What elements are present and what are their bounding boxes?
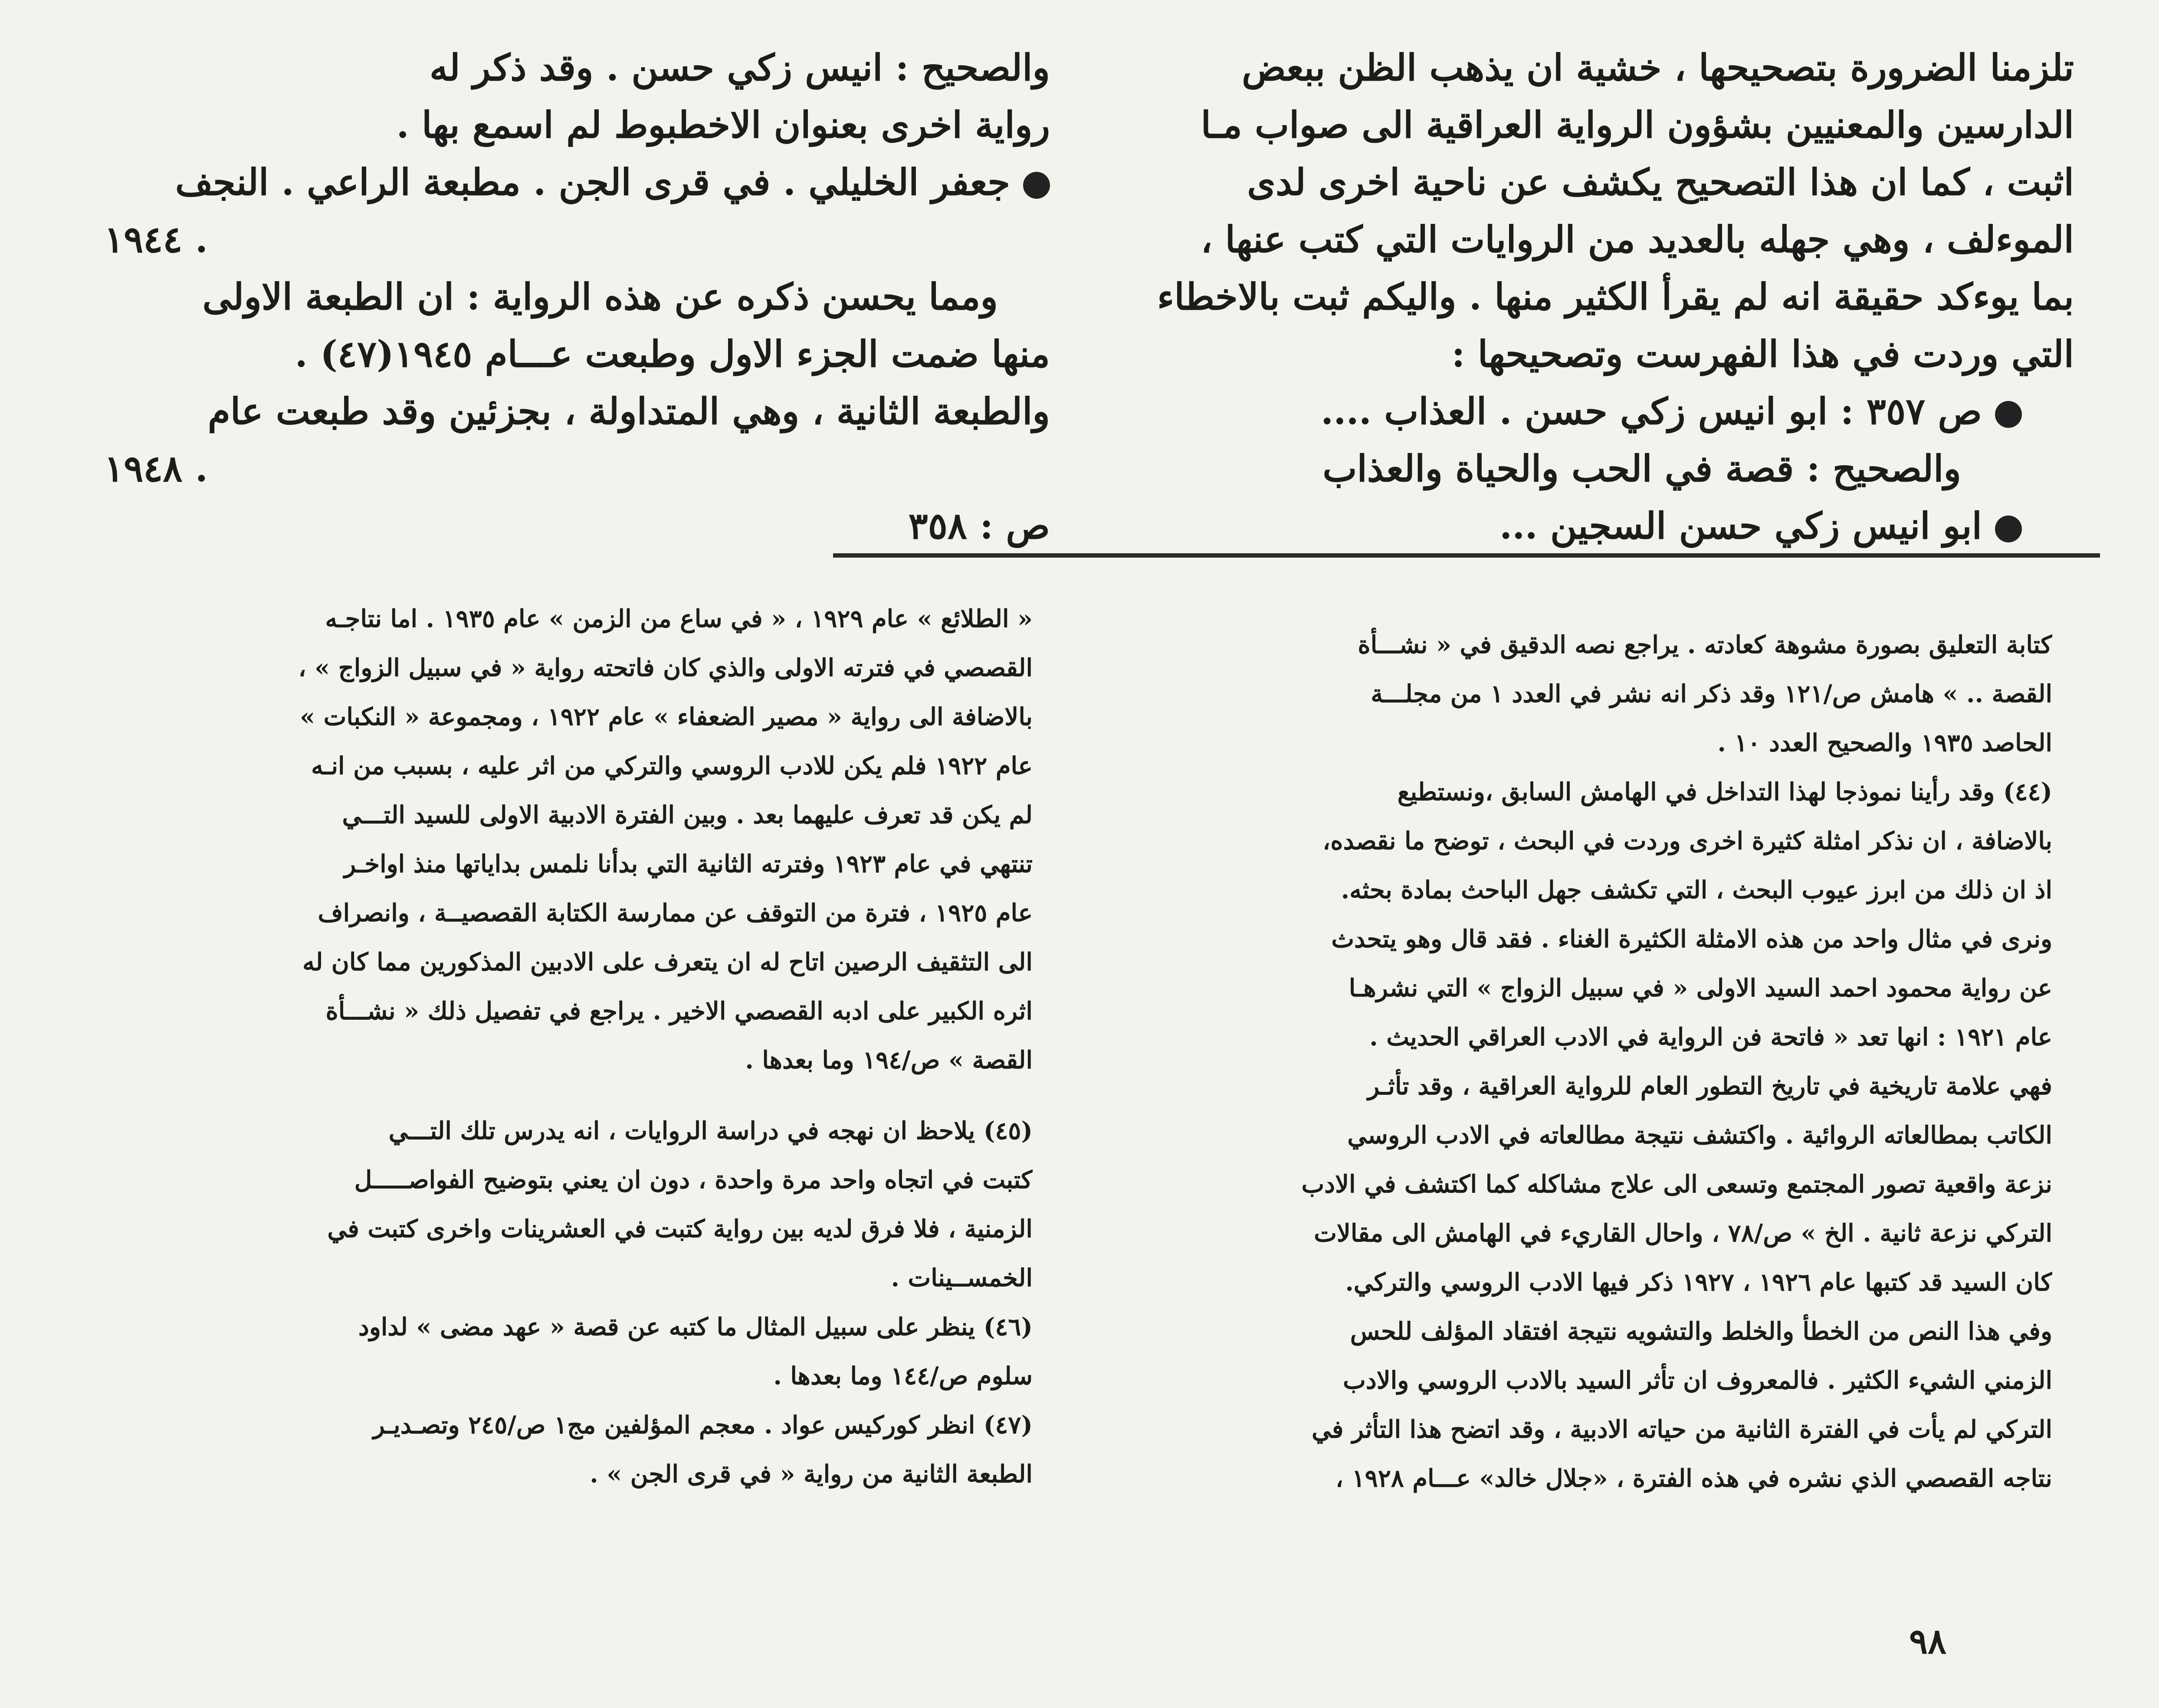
text-line: والصحيح : قصة في الحب والحياة والعذاب	[1322, 447, 1961, 490]
footnote-line: (٤٧) انظر كوركيس عواد . معجم المؤلفين مج١ ص/٢٤٥ وتصـديـر	[373, 1411, 1033, 1439]
footnote-line: ونرى في مثال واحد من هذه الامثلة الكثيرة الغناء . فقد قال وهو يتحدث	[1331, 925, 2052, 953]
footnote-line: القصة .. » هامش ص/١٢١ وقد ذكر انه نشر في العدد ١ من مجلـــة	[1371, 680, 2052, 708]
text-line: والطبعة الثانية ، وهي المتداولة ، بجزئين وقد طبعت عام	[207, 390, 1050, 433]
top-right-column	[1093, 39, 2074, 555]
bullet-entry: ص ٣٥٧ : ابو انيس زكي حسن . العذاب ....	[1093, 383, 2074, 440]
footnotes-right-column	[1111, 621, 2052, 1503]
footnote-line: (٤٥) يلاحظ ان نهجه في دراسة الروايات ، انه يدرس تلك التـــي	[388, 1117, 1033, 1145]
footnote-line: « الطلائع » عام ١٩٢٩ ، « في ساع من الزمن » عام ١٩٣٥ . اما نتاجـه	[325, 604, 1033, 633]
bullet-entry: جعفر الخليلي . في قرى الجن . مطبعة الراعي . النجف	[104, 154, 1050, 211]
footnote-line: فهي علامة تاريخية في تاريخ التطور العام للرواية العراقية ، وقد تأثـر	[1368, 1072, 2052, 1100]
footnote-line: عام ١٩٢٢ فلم يكن للادب الروسي والتركي من اثر عليه ، بسبب من انـه	[311, 752, 1033, 780]
footnote-line: الخمســينات .	[891, 1264, 1033, 1292]
footnote-line: بالاضافة الى رواية « مصير الضعفاء » عام ١٩٢٢ ، ومجموعة « النكبات »	[300, 703, 1033, 731]
footnote-line: الى التثقيف الرصين اتاح له ان يتعرف على الادبين المذكورين مما كان له	[302, 948, 1033, 976]
text-line: رواية اخرى بعنوان الاخطبوط لم اسمع بها .	[396, 103, 1050, 146]
footnote-line: (٤٦) ينظر على سبيل المثال ما كتبه عن قصة « عهد مضى » لداود	[358, 1313, 1033, 1341]
text-line: بما يوءكد حقيقة انه لم يقرأ الكثير منها . واليكم ثبت بالاخطاء	[1157, 275, 2074, 318]
footnote-line: الحاصد ١٩٣٥ والصحيح العدد ١٠ .	[1717, 729, 2052, 757]
footnote-line: نتاجه القصصي الذي نشره في هذه الفترة ، «جلال خالد» عـــام ١٩٢٨ ،	[1335, 1464, 2052, 1493]
section-divider	[833, 553, 2100, 558]
footnote-line: القصصي في فترته الاولى والذي كان فاتحته رواية « في سبيل الزواج » ،	[298, 654, 1033, 682]
footnotes-left-column	[100, 595, 1033, 1499]
text-line: الدارسين والمعنيين بشؤون الرواية العراقية الى صواب مـا	[1201, 103, 2074, 146]
page-number: ٩٨	[1909, 1621, 1946, 1662]
page-reference: ص : ٣٥٨	[908, 504, 1050, 547]
footnote-line: الكاتب بمطالعاته الروائية . واكتشف نتيجة مطالعاته في الادب الروسي	[1347, 1121, 2052, 1150]
text-line: ١٩٤٤ .	[104, 218, 208, 261]
footnote-line: اثره الكبير على ادبه القصصي الاخير . يراجع في تفصيل ذلك « نشـــأة	[325, 997, 1033, 1025]
footnote-line: التركي نزعة ثانية . الخ » ص/٧٨ ، واحال القاريء في الهامش الى مقالات	[1314, 1219, 2052, 1248]
footnote-line: اذ ان ذلك من ابرز عيوب البحث ، التي تكشف جهل الباحث بمادة بحثه.	[1341, 876, 2052, 904]
footnote-line: الزمني الشيء الكثير . فالمعروف ان تأثر السيد بالادب الروسي والادب	[1343, 1366, 2052, 1395]
text-line: والصحيح : انيس زكي حسن . وقد ذكر له	[429, 46, 1050, 89]
footnote-line: (٤٤) وقد رأينا نموذجا لهذا التداخل في الهامش السابق ،ونستطيع	[1397, 778, 2052, 806]
footnote-line: كان السيد قد كتبها عام ١٩٢٦ ، ١٩٢٧ ذكر فيها الادب الروسي والتركي.	[1345, 1268, 2052, 1297]
footnote-line: كتبت في اتجاه واحد مرة واحدة ، دون ان يعني بتوضيح الفواصـــــل	[354, 1166, 1033, 1194]
footnote-line: عام ١٩٢٥ ، فترة من التوقف عن ممارسة الكتابة القصصيــة ، وانصراف	[318, 899, 1033, 927]
footnote-line: كتابة التعليق بصورة مشوهة كعادته . يراجع نصه الدقيق في « نشـــأة	[1358, 631, 2052, 659]
text-line: ومما يحسن ذكره عن هذه الرواية : ان الطبعة الاولى	[202, 275, 998, 318]
footnote-line: لم يكن قد تعرف عليهما بعد . وبين الفترة الادبية الاولى للسيد التـــي	[342, 801, 1033, 829]
footnote-line: التركي لم يأت في الفترة الثانية من حياته الادبية ، وقد اتضح هذا التأثر في	[1312, 1415, 2052, 1444]
bullet-entry: ابو انيس زكي حسن السجين ...	[1093, 497, 2074, 555]
paragraph-gap	[100, 1085, 1033, 1107]
footnote-line: تنتهي في عام ١٩٢٣ وفترته الثانية التي بدأنا نلمس بداياتها منذ اواخـر	[344, 850, 1033, 878]
footnote-line: نزعة واقعية تصور المجتمع وتسعى الى علاج مشاكله كما اكتشف في الادب	[1301, 1170, 2052, 1199]
text-line: الموءلف ، وهي جهله بالعديد من الروايات التي كتب عنها ،	[1201, 218, 2074, 261]
footnote-line: بالاضافة ، ان نذكر امثلة كثيرة اخرى وردت في البحث ، توضح ما نقصده،	[1322, 827, 2052, 855]
text-line: تلزمنا الضرورة بتصحيحها ، خشية ان يذهب الظن ببعض	[1242, 46, 2074, 89]
footnote-line: القصة » ص/١٩٤ وما بعدها .	[745, 1046, 1033, 1074]
top-left-column	[104, 39, 1050, 555]
text-line: ١٩٤٨ .	[104, 447, 208, 490]
footnote-line: الزمنية ، فلا فرق لديه بين رواية كتبت في العشرينات واخرى كتبت في	[327, 1215, 1033, 1243]
footnote-line: عن رواية محمود احمد السيد الاولى « في سبيل الزواج » التي نشرهـا	[1349, 974, 2052, 1002]
footnote-line: وفي هذا النص من الخطأ والخلط والتشويه نتيجة افتقاد المؤلف للحس	[1350, 1317, 2052, 1346]
footnote-line: سلوم ص/١٤٤ وما بعدها .	[773, 1362, 1033, 1390]
text-line: منها ضمت الجزء الاول وطبعت عـــام ١٩٤٥(٤٧) .	[295, 332, 1050, 375]
text-line: التي وردت في هذا الفهرست وتصحيحها :	[1451, 332, 2074, 375]
footnote-line: عام ١٩٢١ : انها تعد « فاتحة فن الرواية في الادب العراقي الحديث .	[1369, 1023, 2052, 1051]
text-line: اثبت ، كما ان هذا التصحيح يكشف عن ناحية اخرى لدى	[1247, 161, 2074, 204]
footnote-line: الطبعة الثانية من رواية « في قرى الجن » .	[590, 1460, 1033, 1488]
